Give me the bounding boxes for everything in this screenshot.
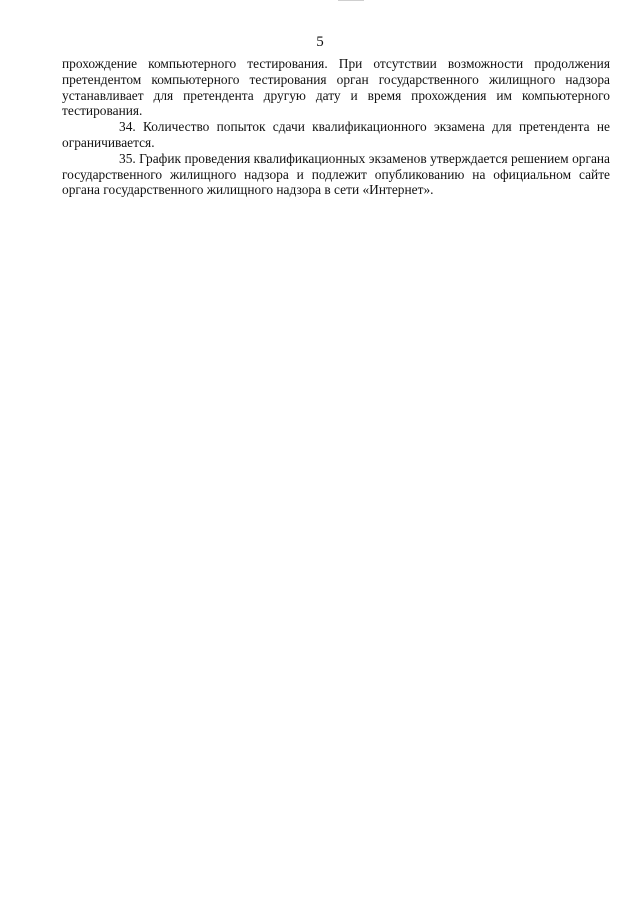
paragraph-continuation: прохождение компьютерного тестирования. При отсутствии возможности продолжения претендентом компьютерного тестирования орган государственного жилищного надзора устанавливает для претендента другую дату и время прохождения им компьютерного тестирования. bbox=[62, 56, 610, 119]
page-number: 5 bbox=[316, 34, 324, 50]
document-body bbox=[62, 56, 610, 198]
scan-artifact bbox=[338, 0, 364, 1]
paragraph-item-34: 34. Количество попыток сдачи квалификационного экзамена для претендента не ограничивается. bbox=[62, 119, 610, 150]
paragraph-item-35: 35. График проведения квалификационных экзаменов утверждается решением органа государственного жилищного надзора и подлежит опубликованию на официальном сайте органа государственного жилищного надзора в сети «Интернет». bbox=[62, 150, 610, 198]
